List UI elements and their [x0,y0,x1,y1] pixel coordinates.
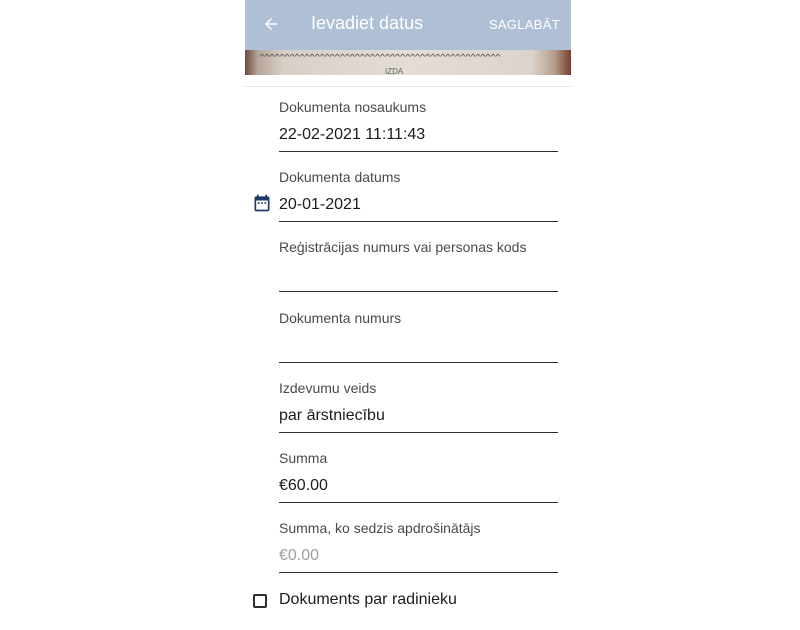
expense-type-value[interactable]: par ārstniecību [279,407,385,424]
field-underline [279,151,558,152]
field-underline [279,572,558,573]
field-underline [279,432,558,433]
document-date-value[interactable]: 20-01-2021 [279,196,361,213]
photo-pattern: ^^^^^^^^^^^^^^^^^^^^^^^^^^^^^^^^^^^^^^^^^^^^^^^^ [259,53,500,64]
save-button[interactable]: SAGLABĀT [488,17,560,32]
divider [245,86,571,87]
amount-value[interactable]: €60.00 [279,477,328,494]
relative-document-label: Dokuments par radinieku [279,591,457,608]
document-number-label: Dokumenta numurs [279,310,402,326]
document-name-value[interactable]: 22-02-2021 11:11:43 [279,126,426,143]
document-photo-preview[interactable] [245,50,571,75]
insurer-amount-placeholder[interactable]: €0.00 [279,547,320,564]
page-title: Ievadiet datus [311,13,424,33]
registration-number-label: Reģistrācijas numurs vai personas kods [279,239,527,255]
insurer-amount-label: Summa, ko sedzis apdrošinātājs [279,520,481,536]
field-underline [279,291,558,292]
back-button[interactable] [259,12,283,36]
field-underline [279,362,558,363]
calendar-icon[interactable] [252,193,272,213]
field-underline [279,502,558,503]
document-name-label: Dokumenta nosaukums [279,99,427,115]
arrow-left-icon [262,15,280,33]
document-date-label: Dokumenta datums [279,169,401,185]
field-underline [279,221,558,222]
relative-document-checkbox[interactable] [245,590,571,614]
checkbox-square[interactable] [253,594,267,608]
app-bar [245,0,571,50]
expense-type-label: Izdevumu veids [279,380,377,396]
phone-screen [245,0,571,630]
photo-text: IZDA [385,67,404,75]
amount-label: Summa [279,450,328,466]
